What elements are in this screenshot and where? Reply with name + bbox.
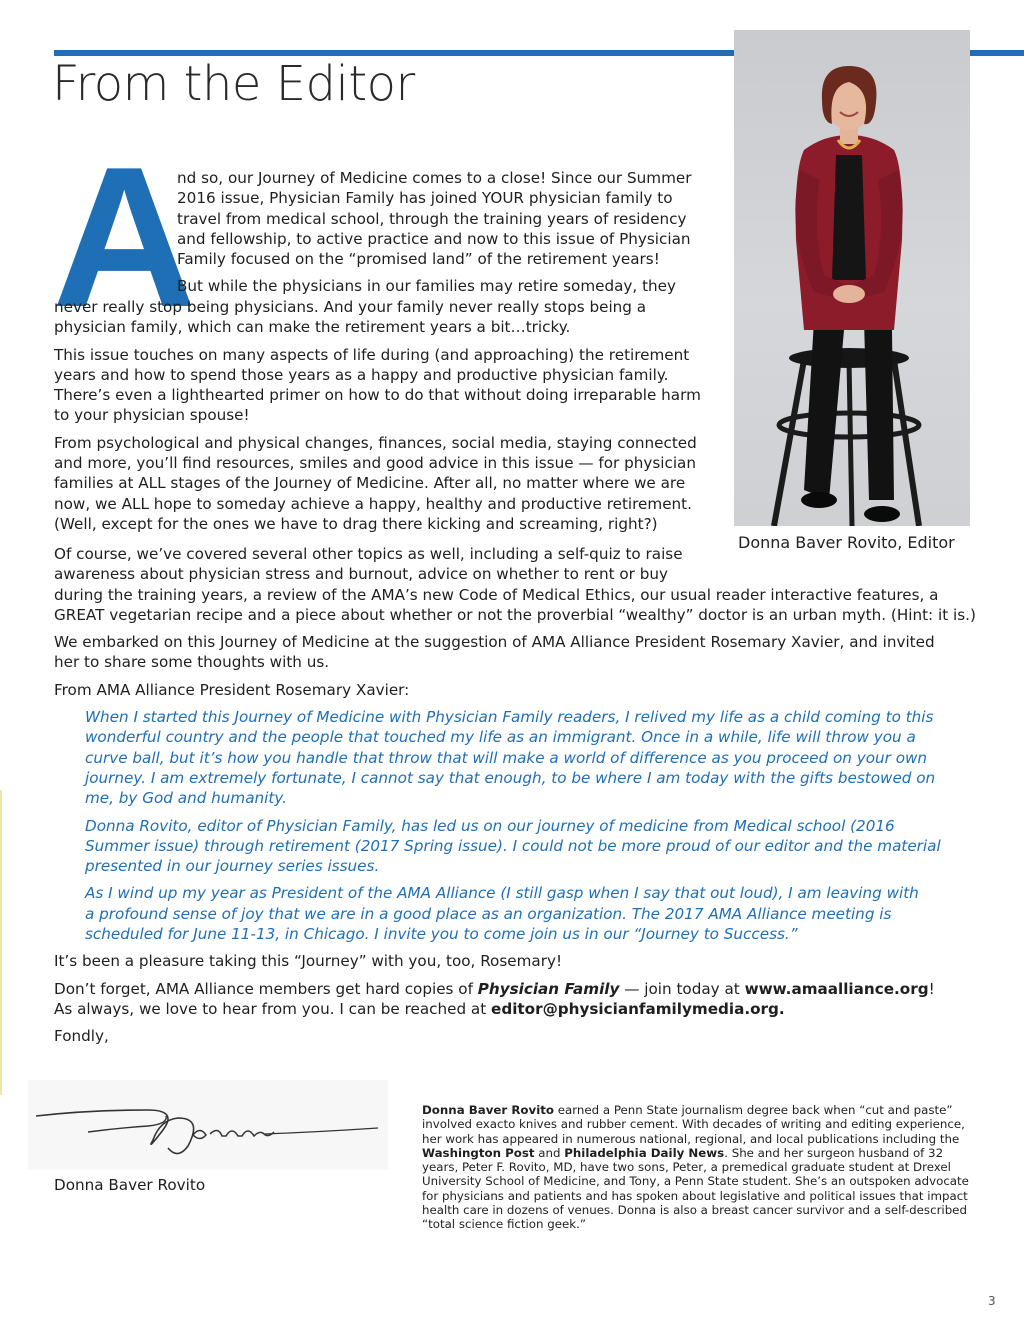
quote-paragraph-2: [85, 816, 984, 877]
paragraph-line: awareness about physician stress and burnout, advice on whether to rent or buy: [54, 565, 669, 584]
paragraph-line: and more, you’ll find resources, smiles and good advice in this issue — for physician: [54, 454, 696, 473]
quote-line: journey. I am extremely fortunate, I cannot say that enough, to be where I am today with the gifts bestowed on: [85, 768, 936, 787]
paragraph-2-first-line: But while the physicians in our families may retire someday, they: [177, 277, 676, 296]
paragraph-line: never really stop being physicians. And your family never really stops being a: [54, 298, 647, 316]
paragraph-line: years and how to spend those years as a happy and productive physician family.: [54, 365, 669, 384]
paragraph-line: to your physician spouse!: [54, 406, 250, 425]
membership-text: Don’t forget, AMA Alliance members get hard copies of: [54, 979, 478, 998]
paragraph-line: (Well, except for the ones we have to drag there kicking and screaming, right?): [54, 514, 658, 533]
paragraph-line: We embarked on this Journey of Medicine at the suggestion of AMA Alliance President Rosemary Xavier, and invited: [54, 633, 935, 652]
paragraph-line: This issue touches on many aspects of life during (and approaching) the retirement: [54, 345, 690, 364]
quote-line: a profound sense of joy that we are in a good place as an organization. The 2017 AMA Alliance meeting is: [85, 904, 892, 923]
email-link[interactable]: editor@physicianfamilymedia.org.: [491, 999, 785, 1018]
paragraph-7: From AMA Alliance President Rosemary Xavier:: [54, 680, 410, 699]
bio-publication-1: Washington Post: [422, 1145, 535, 1160]
president-quote: [54, 707, 984, 944]
magazine-name: Physician Family: [477, 979, 620, 998]
membership-end: !: [928, 979, 935, 998]
article-body-wide: [54, 544, 984, 1054]
paragraph-line: physician family, which can make the retirement years a bit…tricky.: [54, 318, 571, 337]
intro-line: nd so, our Journey of Medicine comes to a close! Since our Summer: [177, 169, 692, 187]
closing: Fondly,: [54, 1027, 109, 1046]
paragraph-line: From psychological and physical changes, finances, social media, staying connected: [54, 433, 697, 452]
website-link[interactable]: www.amaalliance.org: [744, 979, 929, 998]
paragraph-2: [54, 297, 724, 338]
membership-text-2: — join today at: [619, 979, 745, 998]
editor-photo: [734, 30, 970, 526]
intro-line: 2016 issue, Physician Family has joined YOUR physician family to: [177, 189, 673, 208]
signature-image: [28, 1080, 388, 1170]
intro-line: Family focused on the “promised land” of the retirement years!: [177, 250, 660, 269]
bio-text-3: . She and her surgeon husband of 32 years, Peter F. Rovito, MD, have two sons, Peter, a premedical graduate student at Drexel University School of Medicine, and Tony, a Penn State student. She’s an outspoken advocate for physicians and patients and has spoken about legislative and political issues that impact health care in dozens of venues. Donna is also a breast cancer survivor and a self-described “total science fiction geek.”: [422, 1145, 969, 1232]
bio-publication-2: Philadelphia Daily News: [564, 1145, 725, 1160]
quote-line: wonderful country and the people that touched my life as an immigrant. Once in a while, life will throw you a: [85, 728, 916, 747]
paragraph-8: It’s been a pleasure taking this “Journey” with you, too, Rosemary!: [54, 952, 563, 971]
handwritten-signature: [28, 1080, 388, 1170]
page-number: 3: [988, 1294, 996, 1308]
signature-name: Donna Baver Rovito: [54, 1176, 206, 1194]
paragraph-line: Of course, we’ve covered several other topics as well, including a self-quiz to raise: [54, 545, 683, 563]
drop-cap: A: [52, 126, 197, 349]
editor-portrait-illustration: [734, 30, 970, 526]
bio-text-2: and: [534, 1145, 565, 1160]
intro-line: travel from medical school, through the training years of residency: [177, 209, 687, 228]
paragraph-3: [54, 345, 724, 426]
quote-paragraph-3: [85, 883, 984, 944]
paragraph-4: [54, 433, 724, 534]
paragraph-line: now, we ALL hope to someday achieve a happy, healthy and productive retirement.: [54, 494, 692, 513]
author-bio: [422, 1103, 978, 1232]
quote-line: me, by God and humanity.: [85, 789, 287, 808]
intro-line: and fellowship, to active practice and now to this issue of Physician: [177, 229, 691, 248]
photo-caption: Donna Baver Rovito, Editor: [738, 533, 955, 552]
paragraph-line: GREAT vegetarian recipe and a piece about whether or not the proverbial “wealthy” doctor is an urban myth. (Hint: it is.): [54, 605, 976, 624]
bio-name: Donna Baver Rovito: [422, 1103, 554, 1117]
quote-line: curve ball, but it’s how you handle that throw that will make a world of difference as you proceed on your own: [85, 748, 928, 767]
page-title: From the Editor: [52, 56, 415, 112]
quote-paragraph-1: [85, 707, 984, 808]
quote-line: presented in our journey series issues.: [85, 857, 380, 876]
paragraph-line: during the training years, a review of the AMA’s new Code of Medical Ethics, our usual reader interactive features, a: [54, 585, 939, 604]
header-rule-right: [970, 50, 1024, 56]
article-body-narrow: [54, 297, 724, 541]
bio-text: earned a Penn State journalism degree back when “cut and paste” involved exacto knives and rubber cement. With decades of writing and editing experience, her work has appeared in numerous national, regional, and local publications including the: [422, 1103, 965, 1146]
quote-line: Summer issue) through retirement (2017 Spring issue). I could not be more proud of our editor and the material: [85, 836, 941, 855]
quote-line: When I started this Journey of Medicine with Physician Family readers, I relived my life as a child coming to this: [85, 708, 934, 727]
margin-accent: [0, 790, 2, 1095]
paragraph-6: [54, 632, 984, 673]
quote-line: As I wind up my year as President of the AMA Alliance (I still gasp when I say that out loud), I am leaving with: [85, 884, 919, 903]
paragraph-line: families at ALL stages of the Journey of Medicine. After all, no matter where we are: [54, 474, 686, 493]
paragraph-5: [54, 544, 984, 625]
quote-line: Donna Rovito, editor of Physician Family, has led us on our journey of medicine from Medical school (2016: [85, 816, 895, 835]
paragraph-9: [54, 979, 984, 1020]
paragraph-line: There’s even a lighthearted primer on how to do that without doing irreparable harm: [54, 386, 701, 405]
quote-line: scheduled for June 11-13, in Chicago. I invite you to come join us in our “Journey to Success.”: [85, 925, 798, 944]
contact-text: As always, we love to hear from you. I can be reached at: [54, 999, 492, 1018]
paragraph-line: her to share some thoughts with us.: [54, 653, 330, 672]
intro-paragraph: [177, 168, 722, 297]
